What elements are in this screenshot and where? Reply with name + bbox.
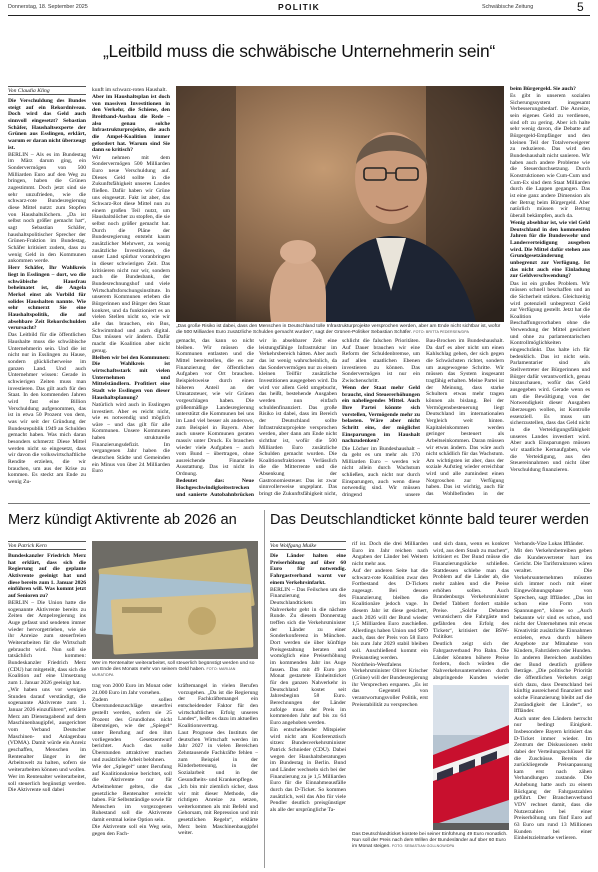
ticket-paragraph: Ein entscheidender Mitspieler wird nicht am Konferenztisch sitzen: Bundesverkehrsminister Patrick Schnieder (CDU). Dabei wegen der Haushaltsberatungen im Bundestag in Berlin. Bund und Länder wechseln sich bei der Finanzierung zu je 1,5 Milliarden Euro für die Einnahmeausfälle durch das D-Ticket. So kommen zusätzlich, weil das Abo für viele Pendler deutlich preisgünstiger als alle der ursprüngliche Ta- <box>270 727 346 813</box>
main-col-6 <box>426 338 504 498</box>
main-paragraph: gemacht, das kann so nicht bleiben. Wir müssen die Kommunen entlasten und die Mittel bereitstellen, die es zur Finanzierung der öffentlichen Aufgaben vor Ort brauchen. Beispielsweise durch einen höheren Anteil an der Umsatzsteuer, wie wir Grünen vorgeschlagen haben. Die größenmäßige Landesregierung unterstützt die Kommunen bei uns im Land viel besser als anderswo, zum Beispiel in Bayern. Aber auch unsere Kommunen geraten massiv unter Druck. Es brauchen wieder viele Aufgaben – auch vom Bund – übertragen, ohne ausreichende Finanzielle Ausstattung. Das ist nicht in Ordnung. <box>176 338 254 478</box>
ticket-photo-caption <box>352 832 509 849</box>
ticket-byline: Von Wolfgang Mulke <box>270 541 346 550</box>
main-paragraph: wir in absehbarer Zeit eine leistungsfähige Infrastruktur im Verkehrsbereich hätten. Aber auch das ist wenig wahrscheinlich, da das Sondervermögen nur zu einem kleinen Teilfür zusätzliche Investitionen ausgegeben wird. Da wird vor allem Geld umgebucht, das heißt, bestehende Ausgaben werden nun einfach schuldenfinanziert. Das große Risiko ist dabei, dass im Bereich der Deutschland sollte Infrastrukturprojekte versprochen werden, aber dann am Ende nicht sichtbar ist, wofür die 500 Milliarden Euro zusätzliche Schulden gemacht wurden. Die Koalitionsfraktionen Verlässlich die die Mitterrente und die Absenkung der Gastronomiesteuer. Das ist zwar sinnvollerweise ungeplant. Das bringt die Zukunftsfähigkeit nicht, <box>259 338 337 498</box>
rente-headline: Merz kündigt Aktivrente ab 2026 an <box>8 512 237 528</box>
main-paragraph: Es gibt in unserem sozialen Sicherungssystem insgesamt Verbesserungsbedarf. Die Anreize, sein eigenes Geld zu verdienen, sind oft zu gering. Aber ich halte sehr wenig davon, die Debatte auf Bürgergeld-Empfänger und den kleinen Teil der Totalverweigerer zu reduzieren. Das wird den Bundeshaushalt nicht sanieren. Wir haben auch andere Probleme wie die Steuerdurchsetzung. Durch Konstruktionen wie Cum-Cum und Cum-Ex sind dem Staat Milliarden durch die Lappen gegangen. Das ist eine ganz andere Dimension als der Betrug beim Bürgergeld. Aber natürlich müssen wir Betrug überall bekämpfen, auch da. <box>510 93 590 219</box>
ticket-paragraph: Mit den Verkehrsbetreiben geben die Kundenvertreter hart ins Gericht. Die Tarifstrukturen wären veraltet. Die Verkehrsunternehmen müssten sich immer noch mit einer Eingewöhnungsphase von Sprechen, sagt Iffländer. „Das ist schon eine Form von Spannungen“, könne so „Auch bekannte wir sind es schon, und nicht der Unternehmen mit etwas Kreativität zusätzliche Einnahmen erzielen, etwa durch höhere Angebote zur Mitnahme von Kindern, Fahrrädern oder Hunden. <box>514 548 592 654</box>
main-question: Wenig absehbar ist, wie viel Geld Deutschland in den kommenden Jahren für die Bundeswehr und Landesverteidigung ausgeben wird. Die Mittel dafür stehen aus Grundgesetzänderung unbegrenzt zur Verfügung. Ist das nicht auch eine Einladung zur Geldverschwendung? <box>510 220 590 280</box>
main-question: Bedeutet das: Neue Hochgeschwindigkeitsstrecken und sanierte Autobahnbrücken <box>176 478 254 498</box>
train-illustration <box>433 685 509 830</box>
rente-paragraph: Laut Prognose des Instituts der deutschen Wirtschaft werden im Jahr 2027 in vielen Bereichen Zehntausende Fachkräfte fehlen – zum Beispiel in der Kinderbetreuung, in der Sozialarbeit und in der Gesundheits- und Krankenpflege. <box>178 730 258 783</box>
caption-text: Wer im Rentenalter weiterarbeitet, soll steuerlich begünstigt werden und so am Ende des Monats mehr von seinem Geld haben. <box>92 661 255 672</box>
rente-paragraph: Zudem sollen Überstundenzuschläge steuerfrei gestellt werden, sofern sie 25 Prozent des Grundlohns nicht übersteigen, wie der „Spiegel“ unter Berufung auf den ihm vorliegenden Gesetzentwurf berichtet. Auch das solle Überstunden attraktiver machen und zusätzliche Arbeit belohnen. <box>92 696 172 763</box>
banknotes-illustration <box>92 541 258 659</box>
caption-text: Das Deutschlandticket kostete bei seiner Einführung 49 Euro monatlich. Nun soll der Preis nach dem Willen der Bundesländer auf über 60 Euro im Monat steigen. <box>352 832 508 849</box>
rente-photo <box>92 541 258 659</box>
main-paragraph: Bau-Brocken im Bundeshaushalt. Da darf es aber nicht um einen Kahlschlag gehen, der sich gegen die Schwächsten richtet, sondern um ausgewogene Schritte. Wir müssen das System insgesamt tragfähig erhalten. Meine Partei ist der Meinung, dass starke Schultern etwas mehr tragen können als bislang. Bei der Vermögensbesteuerung liegt Deutschland im internationalen Vergleich weit hinten. Kapitaleinkommen werden geringer besteuert als Arbeitseinkommen. Daran müssen wir etwas ändern. Das wäre auch nicht schädlich für das Wachstum. Am wichtigsten ist aber, dass der soziale Aufstieg wieder erreichbar wird und alle zumindest einen Notgroschen zur Verfügung haben. Das ist wichtig, auch für das Wohlbefinden in der <box>426 338 504 498</box>
rente-paragraph: BERLIN – Die Union hatte die sogenannte Aktivrente bereits zu Zeiten der Ampelregierung ins Auge gefasst und sendeten immer wieder hervorgetrieben, wie sie ihr Anreize zum steuerfreien Weiterarbeiten für die Wirtschaft gebraucht wird. Nun soll sie tatsächlich kommen: Bundeskanzler Friedrich Merz (CDU) hat mitgeteilt, dass sich die Koalition auf eine Umsetzung zum 1. Januar 2026 geeinigt hat. <box>8 600 86 686</box>
main-photo <box>176 86 504 322</box>
main-intro: Die Verschuldung des Bundes steigt auf ein Rekordniveau. Doch wird das Geld auch sinnvoll eingesetzt? Sebastian Schäfer, Haushaltsexperte der Grünen aus Esslingen, erklärt, warum er daran nicht überzeugt ist. <box>8 98 86 151</box>
section-divider <box>8 503 590 504</box>
main-col-3 <box>176 338 254 498</box>
ticket-paragraph: Auf der anderen Seite hat die schwarz-rote Koalition zwar den Fortbestand des D-Tickets zugesagt. Bei dessen Finanzierung bleiben die Koalitionäre jedoch vage. In diesem Jahr ist diese gesichert, auch 2026 will der Bund wieder 1,5 Milliarden Euro zuschießen. Allerdings haben Union und SPD auch, dass der Preis von 58 Euro bis zum Jahr 2029 stabil bleiben soll. Anschließend kommt ein Preisanstieg werden. <box>352 568 428 661</box>
rente-paragraph: kräftemangel in vielen Berufen vorzugehen. „Da ist die Regierung der Fachkräftemangel ein entscheidender Faktor für den wirtschaftlichen Erfolg unseres Landes“, heißt es dazu im aktuellen Koalitionsvertrag. <box>178 683 258 729</box>
photo-credit: FOTO: BRITTA PEDERSEN/DPA <box>413 329 469 334</box>
rente-paragraph: Wer im Rentenalter weiterarbeitet, soll steuerlich begünstigt werden. Die Aktivrente soll dabei <box>8 774 86 794</box>
main-col-4 <box>259 338 337 498</box>
column-divider <box>264 510 265 868</box>
main-col-2 <box>92 87 170 498</box>
photo-credit: FOTO: SEBASTIAN GOLLNOW/DPA <box>391 843 455 848</box>
politician-portrait-illustration <box>176 86 504 322</box>
main-headline: „Leitbild muss die schwäbische Unternehmerin sein“ <box>102 41 496 61</box>
rente-byline: Von Patrick Kern <box>8 541 86 550</box>
main-paragraph: Die Löcher im Bundeshaushalt – da geht es um mehr als 170 Milliarden Euro – werden wir nicht allein durch Wachstum schließen, auch nicht nur durch Einsparungen, auch wenn diese notwendig sind. Wir müssen dringend unsere <box>342 445 420 498</box>
main-paragraph: Das Leitbild für die öffentlichen Haushalte muss die schwäbische Unternehmerin sein. Und die ist nicht nur in Esslingen zu Hause, sondern glücklicherweise im ganzen Land. Und auch Unternehmer wissen: Gerade in schwierigen Zeiten muss man investieren. Das gilt auch für den Staat. In den kommenden Jahren wird fast eine Billion Verschuldung aufgenommen, das ist in etwa 50 Prozent von dem, was wir seit der Gründung der Bundesrepublik 1949 an Schulden gemacht haben. Was mich daran besonders schmerzt: Diese Mittel werden nicht so eingesetzt, dass wir davon die volkswirtschaftliche Rendite erzielen, die wir brauchen, um aus der Krise zu kommen. Es steckt am Ende zu wenig Zu- <box>8 332 86 485</box>
rente-col-3 <box>178 683 258 868</box>
rente-col-1 <box>8 553 86 868</box>
main-col-7 <box>510 86 590 498</box>
paper-name: Schwäbische Zeitung <box>482 4 534 10</box>
main-paragraph: Natürlich wird auch in Esslingen investiert. Aber es reicht nicht, wie es notwendig und möglich wäre – und das gilt für alle Kommunen. Unsere Kommunen haben strukturelle Finanzierungsdefizit. Im vergangenen Jahr haben die deutschen Städte und Gemeinden ein Minus von über 24 Milliarden Euro <box>92 401 170 475</box>
main-question: Bleiben wir bei den Kommunen: Die Wahlkreis ist wirtschaftsstark mit vielen Unternehmen und Mittelständlern. Profitiert eine Stadt wie Esslingen von dieser Haushaltsplanung? <box>92 354 170 401</box>
main-paragraph: BERLIN – Als es im Bundestag im März darum ging, ein Sondervermögen von 500 Milliarden Euro auf den Weg zu bringen, haben die Grünen zugestimmt. Doch jetzt sind sie sehr unzufrieden, wie die schwarz-rote Bundesregierung diese Mittel nutzt: zum Stopfen von Haushaltslöchern. „Da ist selbst noch größer gemacht hat“, sagt Sebastian Schäfer, haushaltspolitischer Sprecher der Grünen-Fraktion im Bundestag. Schäfer kritisiert zudem, dass zu wenig Geld in den Kommunen ankommen werde. <box>8 151 86 265</box>
main-question: Aber im Haushaltsplan ist doch von massiven Investitionen in den Verkehr, die Schiene, den Breitband-Ausbau die Rede – also genau solche Infrastrukturprojekte, die auch die Ampel-Koalition immer gefordert hat. Warum sind Sie dann so kritisch? <box>92 94 170 154</box>
ticket-paragraph: Auch unter den Ländern herrscht nur bedingt Einigkeit. Insbesondere Bayern kritisiert das D-Ticket immer wieder. Im Zentrum der Diskussionen steht dabei der Verteilungsschlüssel für die Zuschüsse. Bereits die zurückliegende Preisanpassung kam erst nach zähen Verhandlungen zustande. Die Anhebung hatte auch zu einem Rückgang der Fahrgastzahlen geführt. Der Branchenverband VDV rechnet damit, dass die Nutzerzahlen bei einer Preiserhöhung um fünf Euro auf 63 Euro um rund 13 Millionen Kunden bei einer Einheitszielmarke verlieren. <box>514 715 592 842</box>
ticket-paragraph: Deutlich zeigt sich der Fahrgastverband Pro Bahn. Die Länder könnten höhere Preise fordern, doch würden die Nahverkehrsunternehmen durch abspringende Kunden wieder <box>433 641 509 681</box>
main-col-1 <box>8 98 86 498</box>
header-rule <box>8 15 590 16</box>
main-paragraph: Das ist ein großes Problem. Wir müssen schnell beschaffen und an die Sicherheit stärken. Gleichzeitig wird potenziell unbegrenzt Geld zur Verfügung gestellt. Jetzt hat die Koalition viele Beschaffungsvorhaben ohne die Verwendung der Mittel gesichert und ohne zu parlamentarischen Kontrollmöglichkeiten eingeschränkt. Das halte ich für bedenklich. Das ist nicht sein. Parlamentarier sind als Stellvertreter der Bürgerinnen und Bürger dafür verantwortlich, genau hinzuschauen, wofür das Geld ausgegeben wird. Gerade wenn es um die Bewältigung von der Notwendigkeit dieser Ausgaben überzeugen wollen, ist Kontrolle essenziell. Es muss um sicherzustellen, dass das Geld nicht in die Verteidigungsfähigkeit unseres Landes investiert wird. Aber auch Einsparungen müssen wir staatliche Kernaufgaben, wie die Verteidigung, aus den Steuereinnahmen und nicht über Verschuldung finanzieren. <box>510 280 590 473</box>
section-title: POLITIK <box>278 2 320 12</box>
rente-paragraph: trag von 2000 Euro im Monat oder 24.000 Euro im Jahr vorsehen. <box>92 683 172 696</box>
ticket-col-4 <box>514 541 592 868</box>
ticket-paragraph: BERLIN – Das Feilschen um die Finanzierung des Deutschlandtickets im Nahverkehr geht in die nächste Runde. Zu diesem Donnerstag treffen sich die Verkehrsminister der Länder zu einer Sonderkonferenz in München. Dort werden sie über künftige Preisgestaltung beraten und womöglich eine Preiserhöhung im kommenden Jahr ins Auge fassen. Das mit 49 Euro pro Monat gestartete Einheitsticket für den ganzen Nahverkehr in Deutschland kostet seit Jahresbeginn 58 Euro. Berechnungen der Länder zufolge muss der Preis im kommenden Jahr auf bis zu 64 Euro angehoben werden. <box>270 586 346 726</box>
ticket-headline: Das Deutschlandticket könnte bald teurer werden <box>270 512 589 528</box>
main-byline: Von Claudia Kling <box>8 86 86 95</box>
ticket-col-2 <box>352 541 428 868</box>
main-photo-caption <box>176 324 504 336</box>
ticket-paragraph: Verbands-Vize Lukas Iffländer. <box>514 541 584 547</box>
rente-col-2 <box>92 683 172 868</box>
rente-photo-caption <box>92 661 258 678</box>
ticket-paragraph: In anderen Bereichen ausbilden der Bund deutlich größere Beträge. „Die politische Priorität die öffentlichen Verkehrs zeigt sich dazu, dass Deutschland bei künftig ausreichend finanziert und solche Finanzierung bleibt auf die Zuständigkeit der Länder“, so Iffländer. <box>514 655 592 715</box>
main-question: Wenn der Staat mehr Geld braucht, sind Steuererhöhungen ein naheliegendes Mittel. Auch Ihre Partei könnte sich vorstellen, Vermögende mehr zu belasten. Wäre aber nicht Schritt eins, der möglichst Einsparungen im Haushalt nachzudenken? <box>342 385 420 445</box>
ticket-intro: Die Länder halten eine Preiserhöhung auf über 60 Euro für notwendig. Fahrgastverband warnt vor einem Verkehrsinfarkt. <box>270 553 346 586</box>
photo-credit: FOTO: MARIJAN MURAT/DPA <box>92 666 236 677</box>
page-date: Donnerstag, 18. September 2025 <box>8 4 88 10</box>
main-paragraph: Wir nehmen mit dem Sondervermögen 500 Milliarden Euro neue Verschuldung auf. Dieses Geld sollte in die Zukunftsfähigkeit unseres Landes fließen. Dafür haben wir Grüne uns eingesetzt. Fakt ist aber, das Schwarz-Rot diese Mittel nun zu einem großen Teil nutzt, um Haushaltslöcher zu stopfen, die sie selbst noch größer gemacht hat. Durch die Pläne der Bundesregierung entsteht kaum zusätzlicher Mehrwert, zu wenig zusätzliche Investitionen, die unser Land spürbar voranbringen in dieser schwierigen Zeit. Das kritisieren nicht nur wir, sondern auch die Bundesbank, der Bundesrechnungshof und viele Wirtschaftsforschungsinstitute. In unserem Kommunen erleben die Bürgerinnen und Bürger den Staat konkret, und da funktioniert es an vielen Stellen nicht so, wie wir alle das brauchen, ein Bus, Schwimmbad und auch digital. Das müssen wir ändern. Dafür macht die Koalition aber nicht genug. <box>92 154 170 354</box>
main-question: beim Bürgergeld. Sie auch? <box>510 86 576 92</box>
ticket-paragraph: Nordrhein-Westfalens Verkehrsminister Oliver Krischer (Grüne) will der Bundesregierung ihr Versprechen ersparen. „Es ist das Gegenteil von verantwortungsvoller Politik, erst Preisstabilität zu versprechen <box>352 661 428 708</box>
rente-paragraph: Wie der „Spiegel“ unter Berufung auf Koalitionskreise berichtet, soll die Aktivrente nur für Arbeitnehmer gelten, die das gesetzliche Rentenalter erreicht haben. Für Selbstständige sowie für Menschen im vorgezogenen Ruhestand soll die Aktivrente damit erstmal keine Option sein. <box>92 763 172 824</box>
rente-paragraph: Die Aktivrente soll ein Weg sein, gegen den Fach- <box>92 824 172 837</box>
main-paragraph: schlicht die falschen Prioritäten. Auf Dauer brauchen wir eine Reform der Schuldenbremse, um auf allen staatlichen Ebenen investieren zu können. Das Sondervermögen ist nur ein Zwischenschritt. <box>342 338 420 384</box>
ticket-paragraph: und sich dann, wenn es konkret wird, aus dem Staub zu machen“, kritisiert er. Der Bund müsse die Finanzierungslücke schließen. Stattdessen schiebe man das Problem auf die Länder ab, die mehr zahlen und die Preise erhöhen sollen. Auch Brandenburgs Verkehrsminister Detlef Tabbert fordert stabile Preise. „Solche Debatten verunsichern die Fahrgäste und gefährden den Erfolg des Tickets“, kritisiert der BSW-Politiker. <box>433 541 509 641</box>
main-col-5 <box>342 338 420 498</box>
rente-paragraph: „Wir haben uns vor wenigen Stunden darauf verständigt, die sogenannte Aktivrente zum 1. Januar 2026 einzuführen“, erklärte Merz am Dienstagabend auf dem Maschinenbaugipfel, ausgerichtet vom Verband Deutscher Maschinen- und Anlagenbau (VDMA). Damit würde ein Anreiz geschaffen, Menschen im Rentenalter länger in der Arbeitswelt zu halten, sofern sie weiterarbeiten können und wollen. <box>8 687 86 773</box>
ticket-paragraph: rif ist. Doch die drei Milliarden Euro im Jahr reichen nach Angaben der Länder bei Weitem nicht mehr aus. <box>352 541 428 567</box>
ticket-col-1 <box>270 553 346 868</box>
page-number: 5 <box>577 0 584 14</box>
main-paragraph: kunft im schwarz-roten Haushalt. <box>92 87 167 93</box>
rente-paragraph: „Ich bin mir ziemlich sicher, dass wir mit dieser Methode, die richtigen Anreize zu setzen, weiterkommen als mit Befehl und Gehorsam, mit Repression und mit gesetzlichen Regeln“, erklärte Merz beim Maschinenbaugipfel weiter. <box>178 783 258 837</box>
rente-intro: Bundeskanzler Friedrich Merz hat erklärt, dass sich die Regierung auf die geplante Aktivrente geeinigt hat und diese bereits zum 1. Januar 2026 einführen will. Was kommt jetzt auf Senioren zu? <box>8 553 86 599</box>
ticket-photo <box>433 685 509 830</box>
main-question: Herr Schäfer, Ihr Wahlkreis liegt in Esslingen – dort, wo die schwäbische Hausfrau beheimatet ist, die Angela Merkel einst als Vorbild für solides Haushalten nannte. Wie sehr schmerzt Sie eine Haushaltspolitik, die auf absehbare Zeit Rekordschulden verursacht? <box>8 265 86 332</box>
ticket-col-3 <box>433 541 509 681</box>
caption-text: „Das große Risiko ist dabei, dass den Menschen in Deutschland tolle Infrastrukturprojekte versprochen werden, aber am Ende nicht sichtbar ist, wofür die 500 Milliarden Euro zusätzliche Schulden gemacht wurden“, sagt der Grünen-Politiker Sebastian Schäfer. <box>176 324 501 335</box>
